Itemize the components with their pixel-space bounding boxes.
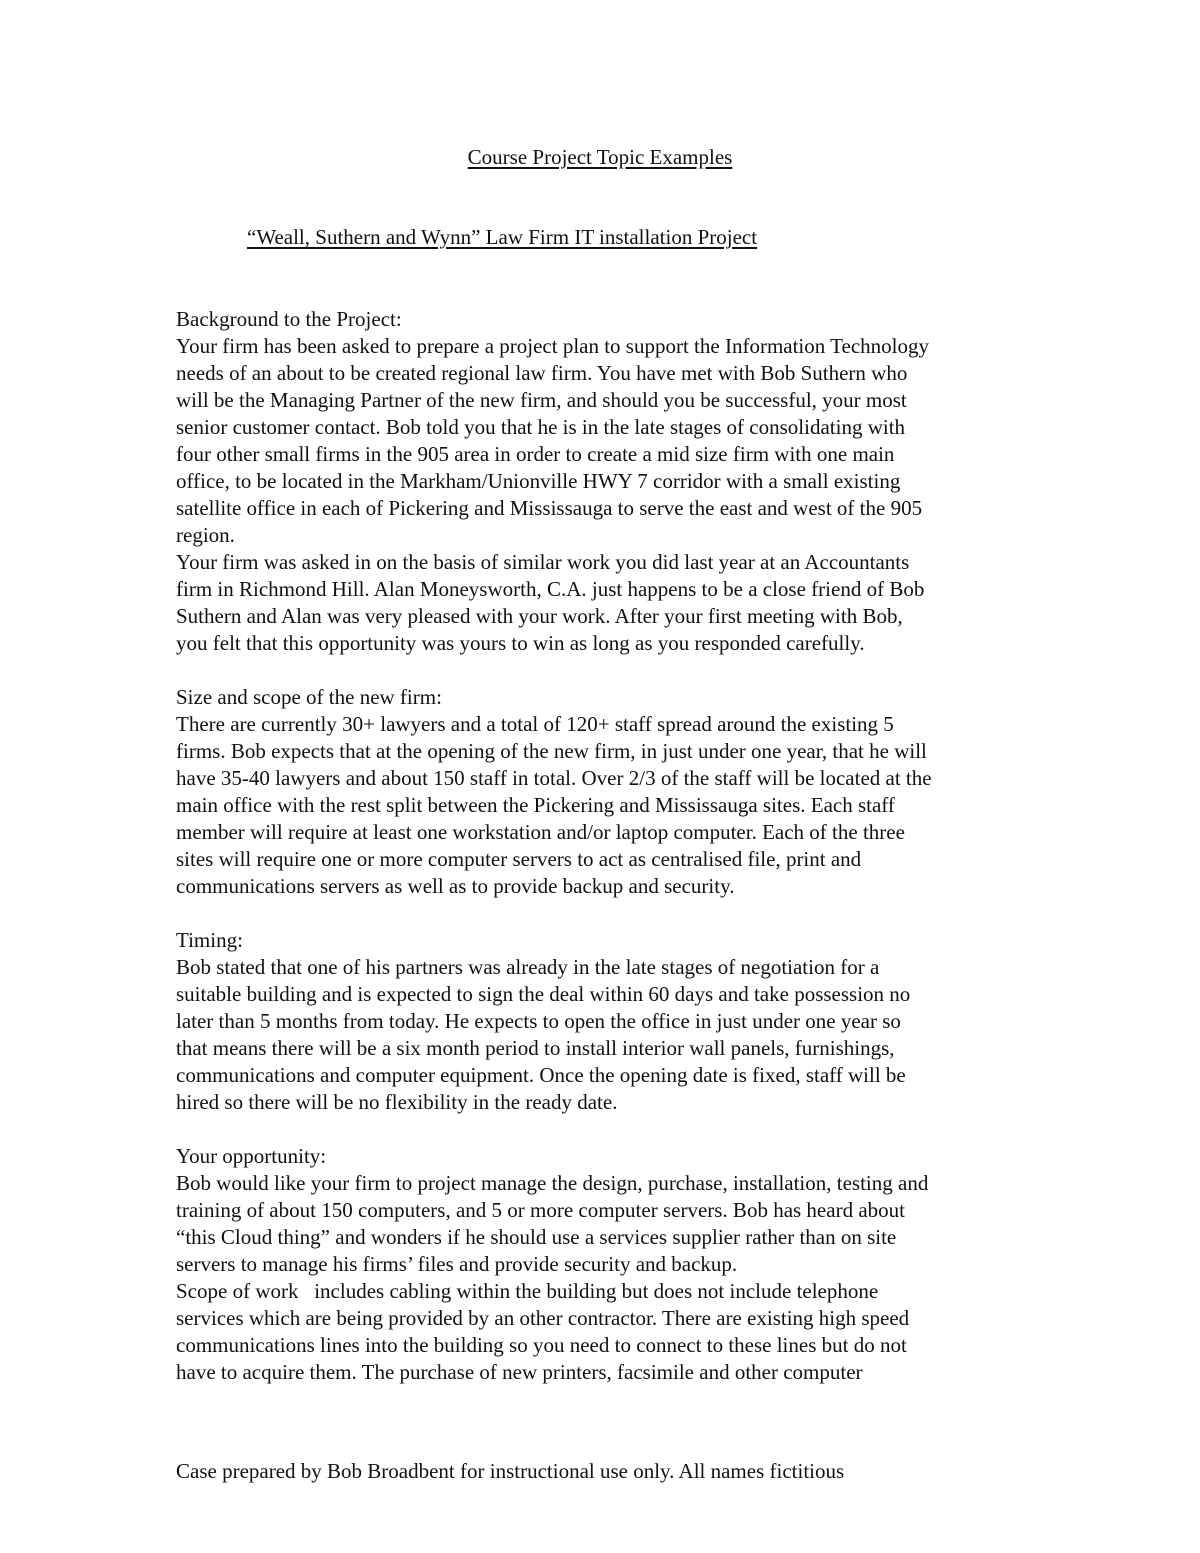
body-line: suitable building and is expected to sign the deal within 60 days and take possession no	[176, 982, 911, 1006]
paragraph-gap	[176, 1116, 1056, 1143]
section-heading: Background to the Project:	[176, 307, 402, 331]
body-line: communications servers as well as to provide backup and security.	[176, 874, 735, 898]
body-line: Suthern and Alan was very pleased with your work. After your first meeting with Bob,	[176, 604, 903, 628]
section-timing	[176, 927, 1056, 1116]
body-line: There are currently 30+ lawyers and a total of 120+ staff spread around the existing 5	[176, 712, 894, 736]
body-line: hired so there will be no flexibility in the ready date.	[176, 1090, 618, 1114]
body-line: will be the Managing Partner of the new firm, and should you be successful, your most	[176, 388, 907, 412]
body-line: member will require at least one workstation and/or laptop computer. Each of the three	[176, 820, 905, 844]
body-line: you felt that this opportunity was yours to win as long as you responded carefully.	[176, 631, 865, 655]
body-line: that means there will be a six month period to install interior wall panels, furnishings,	[176, 1036, 895, 1060]
body-line: main office with the rest split between the Pickering and Mississauga sites. Each staff	[176, 793, 895, 817]
body-line: later than 5 months from today. He expects to open the office in just under one year so	[176, 1009, 901, 1033]
document-title: Course Project Topic Examples	[467, 145, 733, 169]
body-line: firms. Bob expects that at the opening of the new firm, in just under one year, that he will	[176, 739, 927, 763]
body-line: Your firm was asked in on the basis of similar work you did last year at an Accountants	[176, 550, 910, 574]
body-line: senior customer contact. Bob told you that he is in the late stages of consolidating with	[176, 415, 906, 439]
body-line: four other small firms in the 905 area in order to create a mid size firm with one main	[176, 442, 895, 466]
project-subtitle: “Weall, Suthern and Wynn” Law Firm IT installation Project	[247, 225, 758, 249]
body-line: Bob stated that one of his partners was already in the late stages of negotiation for a	[176, 955, 880, 979]
section-heading: Timing:	[176, 928, 243, 952]
body-line: needs of an about to be created regional law firm. You have met with Bob Suthern who	[176, 361, 908, 385]
body-line: Scope of work includes cabling within the building but does not include telephone	[176, 1279, 879, 1303]
body-line: training of about 150 computers, and 5 or more computer servers. Bob has heard about	[176, 1198, 905, 1222]
body-line: Bob would like your firm to project manage the design, purchase, installation, testing and	[176, 1171, 929, 1195]
body-line: Your firm has been asked to prepare a project plan to support the Information Technology	[176, 334, 929, 358]
body-line: communications lines into the building so you need to connect to these lines but do not	[176, 1333, 907, 1357]
body-line: communications and computer equipment. Once the opening date is fixed, staff will be	[176, 1063, 906, 1087]
paragraph-gap	[176, 900, 1056, 927]
body-line: servers to manage his firms’ files and provide security and backup.	[176, 1252, 738, 1276]
body-line: region.	[176, 523, 235, 547]
body-line: firm in Richmond Hill. Alan Moneysworth, C.A. just happens to be a close friend of Bob	[176, 577, 925, 601]
body-line: office, to be located in the Markham/Unionville HWY 7 corridor with a small existing	[176, 469, 901, 493]
section-your-opportunity	[176, 1143, 1056, 1386]
section-background	[176, 306, 1056, 657]
document-body	[176, 306, 1056, 1386]
body-line: sites will require one or more computer servers to act as centralised file, print and	[176, 847, 862, 871]
page-footer: Case prepared by Bob Broadbent for instructional use only. All names fictitious	[176, 1459, 845, 1483]
paragraph-gap	[176, 657, 1056, 684]
section-heading: Your opportunity:	[176, 1144, 327, 1168]
section-heading: Size and scope of the new firm:	[176, 685, 442, 709]
body-line: have 35-40 lawyers and about 150 staff in total. Over 2/3 of the staff will be located at the	[176, 766, 932, 790]
body-line: services which are being provided by an other contractor. There are existing high speed	[176, 1306, 910, 1330]
body-line: have to acquire them. The purchase of new printers, facsimile and other computer	[176, 1360, 863, 1384]
section-size-and-scope	[176, 684, 1056, 900]
body-line: “this Cloud thing” and wonders if he should use a services supplier rather than on site	[176, 1225, 897, 1249]
body-line: satellite office in each of Pickering and Mississauga to serve the east and west of the 905	[176, 496, 923, 520]
